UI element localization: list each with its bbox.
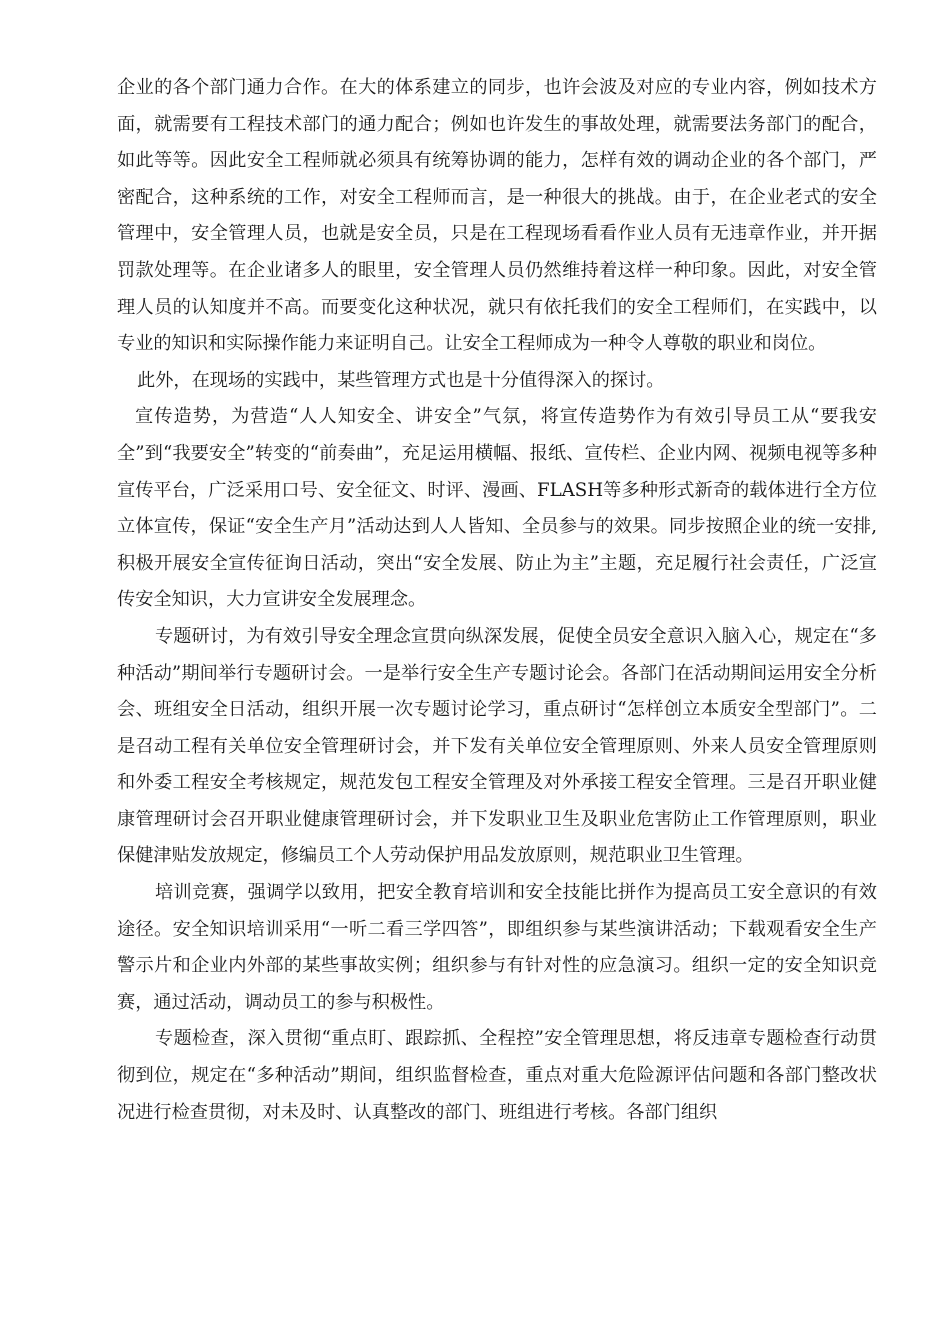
- document-body: [117, 70, 877, 1131]
- paragraph-5: 培训竞赛，强调学以致用，把安全教育培训和安全技能比拼作为提高员工安全意识的有效途径。安全知识培训采用“一听二看三学四答”，即组织参与某些演讲活动；下载观看安全生产警示片和企业内外部的某些事故实例；组织参与有针对性的应急演习。组织一定的安全知识竞赛，通过活动，调动员工的参与积极性。: [117, 882, 877, 1013]
- paragraph-3: 宣传造势，为营造“人人知安全、讲安全”气氛，将宣传造势作为有效引导员工从“要我安全”到“我要安全”转变的“前奏曲”，充足运用横幅、报纸、宣传栏、企业内网、视频电视等多种宣传平台，广泛采用口号、安全征文、时评、漫画、FLASH等多种形式新奇的载体进行全方位立体宣传，保证“安全生产月”活动达到人人皆知、全员参与的效果。同步按照企业的统一安排,积极开展安全宣传征询日活动，突出“安全发展、防止为主”主题，充足履行社会责任，广泛宣传安全知识，大力宣讲安全发展理念。: [117, 406, 877, 611]
- paragraph-2: 此外，在现场的实践中，某些管理方式也是十分值得深入的探讨。: [137, 369, 665, 391]
- paragraph-6: 专题检查，深入贯彻“重点盯、跟踪抓、全程控”安全管理思想，将反违章专题检查行动贯彻到位，规定在“多种活动”期间，组织监督检查，重点对重大危险源评估问题和各部门整改状况进行检查贯彻，对未及时、认真整改的部门、班组进行考核。各部门组织: [117, 1028, 877, 1123]
- paragraph-4: 专题研讨，为有效引导安全理念宣贯向纵深发展，促使全员安全意识入脑入心，规定在“多种活动”期间举行专题研讨会。一是举行安全生产专题讨论会。各部门在活动期间运用安全分析会、班组安全日活动，组织开展一次专题讨论学习，重点研讨“怎样创立本质安全型部门”。二是召动工程有关单位安全管理研讨会，并下发有关单位安全管理原则、外来人员安全管理原则和外委工程安全考核规定，规范发包工程安全管理及对外承接工程安全管理。三是召开职业健康管理研讨会召开职业健康管理研讨会，并下发职业卫生及职业危害防止工作管理原则，职业保健津贴发放规定，修编员工个人劳动保护用品发放原则，规范职业卫生管理。: [117, 625, 877, 867]
- paragraph-1: 企业的各个部门通力合作。在大的体系建立的同步，也许会波及对应的专业内容，例如技术方面，就需要有工程技术部门的通力配合；例如也许发生的事故处理，就需要法务部门的配合，如此等等。因此安全工程师就必须具有统筹协调的能力，怎样有效的调动企业的各个部门，严密配合，这种系统的工作，对安全工程师而言，是一种很大的挑战。由于，在企业老式的安全管理中，安全管理人员，也就是安全员，只是在工程现场看看作业人员有无违章作业，并开据罚款处理等。在企业诸多人的眼里，安全管理人员仍然维持着这样一种印象。因此，对安全管理人员的认知度并不高。而要变化这种状况，就只有依托我们的安全工程师们，在实践中，以专业的知识和实际操作能力来证明自己。让安全工程师成为一种令人尊敬的职业和岗位。: [117, 77, 877, 355]
